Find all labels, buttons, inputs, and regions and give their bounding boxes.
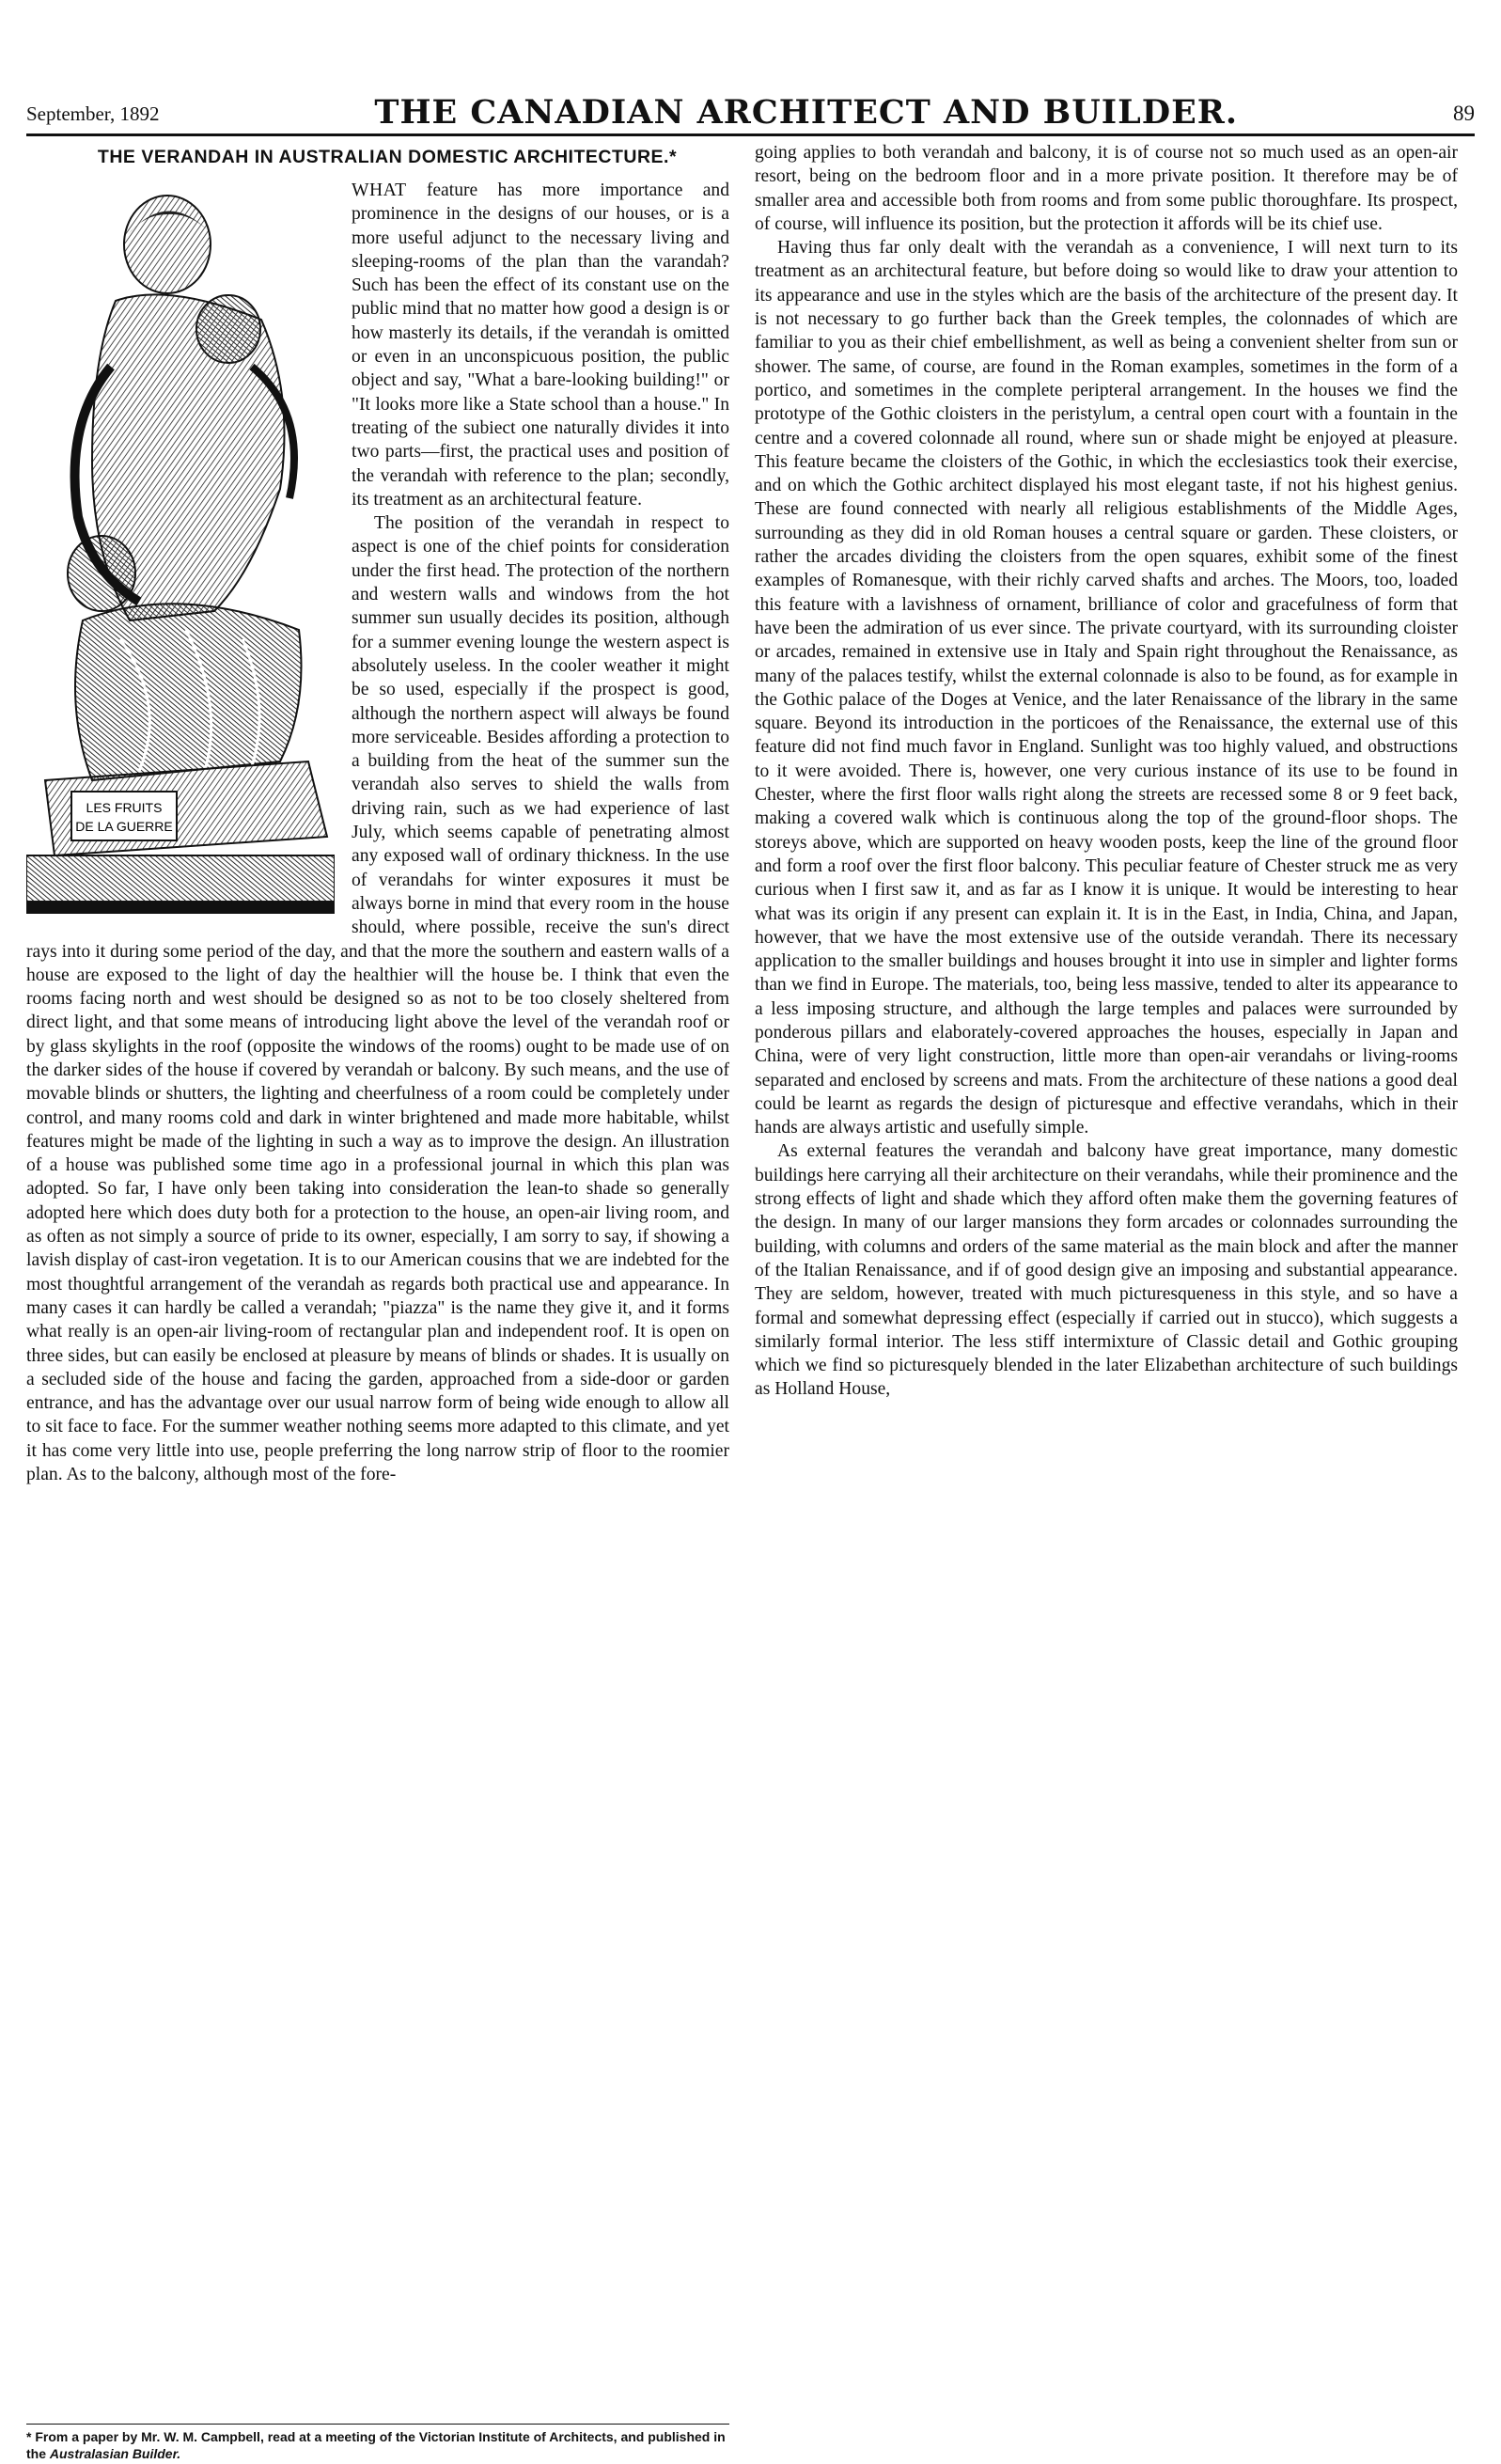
lead-word: WHAT [352,180,407,200]
footnote-text: * From a paper by Mr. W. M. Campbell, read at a meeting of the Victorian Institute of Architects, and published in the [26,2429,726,2461]
plinth-inscription-line-1: LES FRUITS [86,800,163,815]
statue-engraving [26,179,335,917]
article-title: THE VERANDAH IN AUSTRALIAN DOMESTIC ARCHITECTURE.* [97,147,678,167]
left-column [26,141,729,1486]
footnote-source: Australasian Builder. [49,2446,181,2461]
page-header [26,79,1475,136]
paragraph-3: going applies to both verandah and balcony, it is of course not so much used as an open-air resort, being on the bedroom floor and in a more private position. It therefore may be of smaller area and accessible both from rooms and from some public thoroughfare. Its prospect, of course, will influence its position, but the protection it affords will be its chief use. [755,143,1458,234]
plinth-inscription-line-2: DE LA GUERRE [75,819,173,834]
issue-date: September, 1892 [26,102,160,125]
right-column [755,141,1458,1402]
paragraph-5: As external features the verandah and balcony have great importance, many domestic buildings here carrying all their architecture on their verandahs, while their prominence and the strong effects of light and shade which they afford often make them the governing features of the design. In many of our larger mansions they form arcades or colonnades surrounding the building, with columns and orders of the same material as the main block and after the manner of the Italian Renaissance, and if of good design give an imposing and substantial appearance. They are seldom, however, treated with much picturesqueness in this style, and so have a formal and somewhat depressing effect (especially if carried out in stucco), which suggests a similarly formal interior. The less stiff intermixture of Classic detail and Gothic grouping which we find so picturesquely blended in the later Elizabethan architecture of such buildings as Holland House, [755,1141,1458,1400]
masthead-title: THE CANADIAN ARCHITECT AND BUILDER. [374,93,1239,132]
paragraph-4: Having thus far only dealt with the verandah as a convenience, I will next turn to its treatment as an architectural feature, but before doing so would like to draw your attention to its appearance and use in the styles which are the basis of the architecture of the present day. It is not necessary to go further back than the Greek temples, the colonnades of which are familiar to you as their chief embellishment, as well as being a convenient shelter from sun or shower. The same, of course, are found in the Roman examples, sometimes in the form of a portico, and sometimes in the complete peripteral arrangement. In the houses we find the prototype of the Gothic cloisters in the peristylum, a central open court with a fountain in the centre and a covered colonnade all round, where sun or shade might be enjoyed at pleasure. This feature became the cloisters of the Gothic, in which the ecclesiastics took their exercise, and on which the Gothic architect displayed his most elegant taste, if not his highest genius. These are found connected with nearly all religious establishments of the Middle Ages, surrounding as they did in old Roman houses a central square or garden. These cloisters, or rather the arcades dividing the cloisters from the open squares, exhibit some of the finest examples of Romanesque, with their richly carved shafts and arches. The Moors, too, loaded this feature with a lavishness of ornament, brilliance of color and gracefulness of form that have been the admiration of us ever since. The private courtyard, with its surrounding cloister or arcades, remained in extensive use in Italy and Spain right throughout the Renaissance, as many of the palaces testify, whilst the external colonnade is also to be found, as for example in the Gothic palace of the Doges at Venice, and the later Renaissance of the library in the same square. Beyond its introduction in the porticoes of the Renaissance, the external use of this feature did not find much favor in England. Sunlight was too highly valued, and obstructions to it were avoided. There is, however, one very curious instance of its use to be found in Chester, where the first floor walls right along the streets are recessed some 8 or 9 feet back, making a covered walk which is continuous along the top of the ground-floor shops. The storeys above, which are supported on heavy wooden posts, keep the line of the ground floor and form a roof over the first floor balcony. This peculiar feature of Chester struck me as very curious when I first saw it, and as far as I know it is unique. It would be interesting to hear what was its origin if any present can explain it. It is in the East, in India, China, and Japan, however, that we have the most extensive use of the outside verandah. There its necessary application to the smaller buildings and houses brought it into use in simpler and lighter forms than we find in Europe. The materials, too, being less massive, tended to alter its appearance to a less imposing structure, and although the large temples and palaces were surrounded by ponderous pillars and elaborately-covered approaches the houses, especially in Japan and China, were of very light construction, little more than open-air verandahs or living-rooms separated and enclosed by screens and mats. From the architecture of these nations a good deal could be learnt as regards the design of picturesque and effective verandahs, which in their hands are always artistic and usefully simple. [755,238,1458,1138]
sculpture-illustration [26,179,335,917]
paragraph-1-text: feature has more importance and prominence in the designs of our houses, or is a more useful adjunct to the necessary living and sleeping-rooms of the plan than the varandah? Such has been the effect of its constant use on the public mind that no matter how good a design is or how masterly its details, if the verandah is omitted or even in an unconspicuous position, the public object and say, "What a bare-looking building!" or "It looks more like a State school than a house." In treating of the subiect one naturally divides it into two parts—first, the practical uses and position of the verandah with reference to the plan; secondly, its treatment as an architectural feature. [352,180,729,510]
page-number: 89 [1453,102,1475,125]
footnote [26,2424,729,2462]
paragraph-2: The position of the verandah in respect to aspect is one of the chief points for consideration under the first head. The protection of the northern and western walls and windows from the hot summer sun usually decides its position, although for a summer evening lounge the western aspect is absolutely useless. In the cooler weather it might be so used, especially if the prospect is good, although the northern aspect will always be found more serviceable. Besides affording a protection to a building from the heat of the summer sun the verandah also serves to shield the walls from driving rain, such as we had experience of last July, which seems capable of penetrating almost any exposed wall of ordinary thickness. In the use of verandahs for winter exposures it must be always borne in mind that every room in the house should, where possible, receive the sun's direct rays into it during some period of the day, and that the more the southern and eastern walls of a house are exposed to the light of day the healthier will the house be. I think that even the rooms facing north and west should be designed so as not to be too closely sheltered from direct light, and that some means of introducing light above the level of the verandah roof or by glass skylights in the roof (opposite the windows of the rooms) ought to be made use of on the darker sides of the house if covered by verandah or balcony. By such means, and the use of movable blinds or shutters, the lighting and cheerfulness of a room could be completely under control, and many rooms cold and dark in winter brightened and made more habitable, whilst features might be made of the lighting in such a way as to improve the design. An illustration of a house was published some time ago in a professional journal in which this plan was adopted. So far, I have only been taking into consideration the lean-to shade so generally adopted here which does duty both for a protection to the house, an open-air living room, and as often as not simply a source of pride to its owner, especially, I am sorry to say, if showing a lavish display of cast-iron vegetation. It is to our American cousins that we are indebted for the most thoughtful arrangement of the verandah as regards both practical use and appearance. In many cases it can hardly be called a verandah; "piazza" is the name they give it, and it forms what really is an open-air living-room of rectangular plan and independent roof. It is open on three sides, but can easily be enclosed at pleasure by means of blinds or shades. It is usually on a secluded side of the house and facing the garden, approached from a side-door or garden entrance, and has the advantage over our usual narrow form of being wide enough to allow all to sit face to face. For the summer weather nothing seems more adapted to this climate, and yet it has come very little into use, people preferring the long narrow strip of floor to the roomier plan. As to the balcony, although most of the fore- [26,513,729,1485]
